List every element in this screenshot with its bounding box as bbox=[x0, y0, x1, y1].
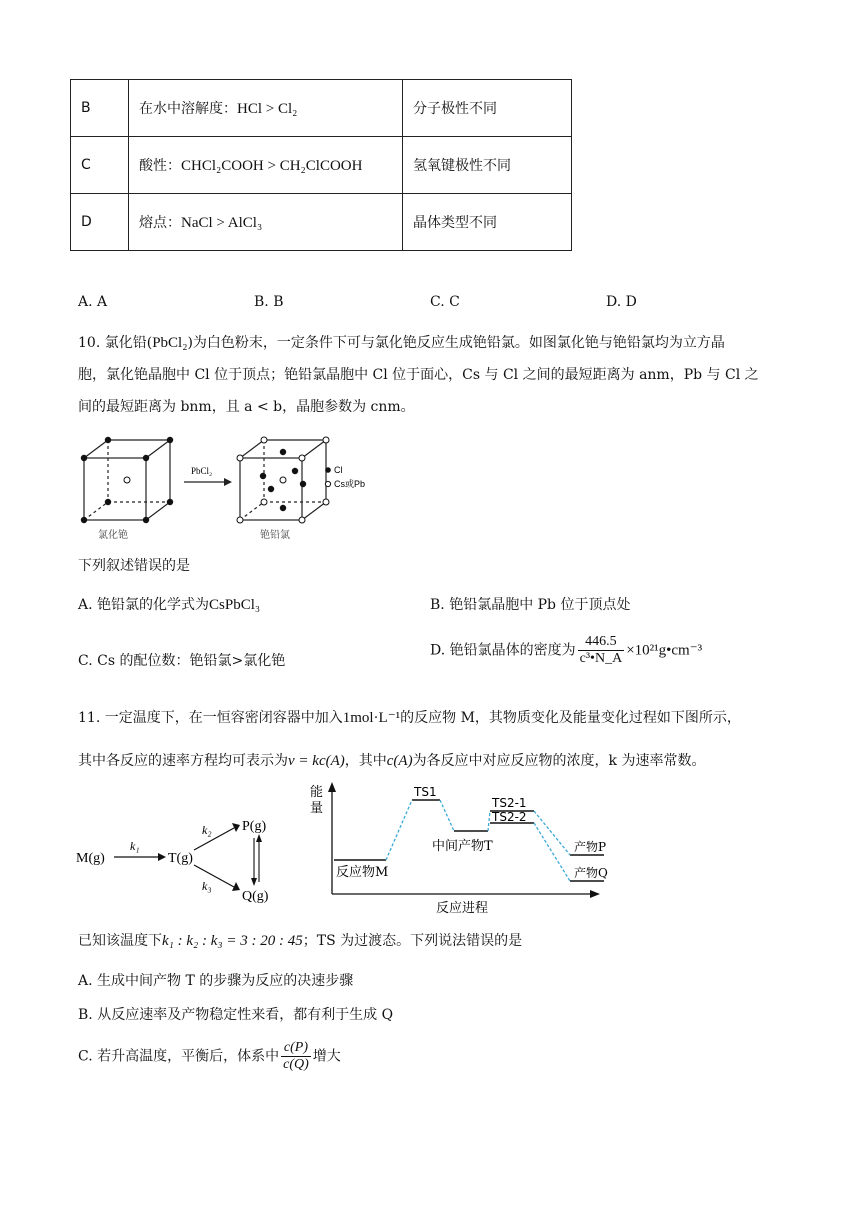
q10-line3: 间的最短距离为 bnm，且 a < b，晶胞参数为 cnm。 bbox=[78, 399, 415, 415]
q9-option-b: B. B bbox=[254, 294, 284, 310]
arrow-label: PbCl₂ bbox=[191, 466, 213, 476]
row-statement: 酸性：CHCl₂COOH > CH₂ClCOOH bbox=[129, 137, 403, 194]
energy-diagram bbox=[308, 778, 608, 918]
q9-option-c: C. C bbox=[430, 294, 460, 310]
q10-option-a: A. 铯铅氯的化学式为CsPbCl₃ bbox=[78, 597, 261, 613]
q10-prompt: 下列叙述错误的是 bbox=[78, 558, 190, 574]
q11-option-c: C. 若升高温度，平衡后，体系中 $\frac{c(P)}{c(Q)}$ 增大 bbox=[78, 1040, 341, 1072]
q11-known: 已知该温度下k₁ : k₂ : k₃ = 3 : 20 : 45；TS 为过渡态。下列说法错误的是 bbox=[78, 933, 523, 949]
energy-x-label: 反应进程 bbox=[436, 901, 489, 916]
legend-cl-dot bbox=[325, 467, 331, 473]
row-label: B bbox=[71, 80, 129, 137]
q10-line2: 胞，氯化铯晶胞中 Cl 位于顶点；铯铅氯晶胞中 Cl 位于面心，Cs 与 Cl 之间的最短距离为 anm，Pb 与 Cl 之 bbox=[78, 367, 759, 383]
table-row bbox=[71, 80, 572, 137]
scheme-m: M(g) bbox=[76, 851, 105, 866]
row-statement: 熔点：NaCl > AlCl₃ bbox=[129, 194, 403, 251]
scheme-q: Q(g) bbox=[242, 889, 269, 904]
scheme-p: P(g) bbox=[242, 819, 267, 834]
left-caption: 氯化铯 bbox=[98, 530, 128, 541]
energy-y-label-1: 能 bbox=[310, 785, 324, 800]
table-row bbox=[71, 194, 572, 251]
row-reason: 氢氧键极性不同 bbox=[403, 137, 572, 194]
scheme-k1: k₁ bbox=[130, 839, 140, 853]
legend-cl: Cl bbox=[334, 465, 343, 475]
energy-product-q: 产物Q bbox=[574, 866, 608, 880]
reaction-scheme bbox=[76, 810, 286, 910]
q11-option-b: B. 从反应速率及产物稳定性来看，都有利于生成 Q bbox=[78, 1007, 394, 1023]
cscl-cs-atom bbox=[124, 477, 130, 483]
energy-reactant: 反应物M bbox=[336, 865, 389, 880]
q11-line1: 11. 一定温度下，在一恒容密闭容器中加入1mol·L⁻¹的反应物 M，其物质变化及能量变化过程如下图所示， bbox=[78, 710, 741, 726]
legend-cs-dot bbox=[325, 481, 330, 486]
energy-ts2-1: TS2-1 bbox=[492, 796, 527, 810]
row-label: D bbox=[71, 194, 129, 251]
crystal-cell-figure bbox=[76, 430, 386, 542]
q10-option-d: D. 铯铅氯晶体的密度为 $\frac{446.5}{\text{c³•N\_A}}$ ×10²¹g•cm⁻³ bbox=[430, 634, 703, 666]
energy-ts1: TS1 bbox=[414, 785, 437, 799]
energy-ts2-2: TS2-2 bbox=[492, 810, 527, 824]
scheme-k3: k₃ bbox=[202, 879, 212, 893]
row-reason: 分子极性不同 bbox=[403, 80, 572, 137]
legend-cs: Cs或Pb bbox=[334, 479, 366, 489]
row-statement: 在水中溶解度：HCl > Cl₂ bbox=[129, 80, 403, 137]
options-table bbox=[70, 79, 572, 251]
scheme-t: T(g) bbox=[168, 851, 193, 866]
energy-intermediate: 中间产物T bbox=[432, 839, 493, 854]
energy-product-p: 产物P bbox=[574, 840, 607, 854]
energy-y-label-2: 量 bbox=[310, 801, 324, 816]
q10-line1: 10. 氯化铅(PbCl₂)为白色粉末，一定条件下可与氯化铯反应生成铯铅氯。如图氯化铯与铯铅氯均为立方晶 bbox=[78, 335, 725, 351]
q11-option-a: A. 生成中间产物 T 的步骤为反应的决速步骤 bbox=[78, 973, 354, 989]
q11-line2: 其中各反应的速率方程均可表示为v = kc(A)，其中c(A)为各反应中对应反应物的浓度，k 为速率常数。 bbox=[78, 753, 706, 769]
table-row bbox=[71, 137, 572, 194]
q9-option-a: A. A bbox=[78, 294, 108, 310]
right-caption: 铯铅氯 bbox=[260, 530, 290, 541]
q10-option-b: B. 铯铅氯晶胞中 Pb 位于顶点处 bbox=[430, 597, 631, 613]
scheme-k2: k₂ bbox=[202, 823, 212, 837]
row-label: C bbox=[71, 137, 129, 194]
q10-option-c: C. Cs 的配位数：铯铅氯>氯化铯 bbox=[78, 653, 286, 669]
q9-option-d: D. D bbox=[606, 294, 637, 310]
row-reason: 晶体类型不同 bbox=[403, 194, 572, 251]
